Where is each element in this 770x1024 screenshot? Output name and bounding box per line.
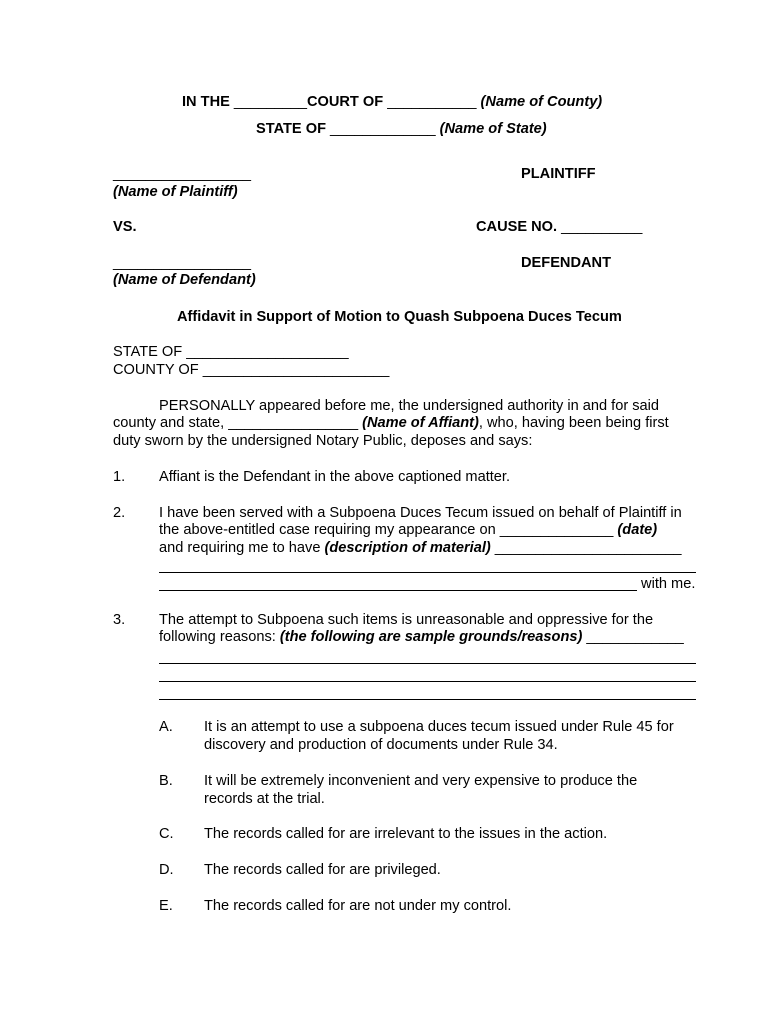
- cause-number-label: CAUSE NO.: [476, 219, 562, 235]
- document-title: Affidavit in Support of Motion to Quash Subpoena Duces Tecum: [177, 309, 622, 325]
- reason-line-1: The records called for are irrelevant to the issues in the action.: [204, 826, 608, 842]
- cause-number-line: [476, 219, 642, 236]
- item-2-line-2: [159, 522, 657, 539]
- blank-line: [159, 663, 696, 664]
- intro-line-3: duty sworn by the undersigned Notary Public, deposes and says:: [113, 433, 533, 449]
- court-caption-prefix: IN THE: [182, 94, 234, 110]
- reason-letter: E.: [159, 898, 173, 914]
- court-caption-line: [182, 94, 602, 111]
- item-3-line-1: The attempt to Subpoena such items is unreasonable and oppressive for the: [159, 612, 654, 628]
- reason-letter: A.: [159, 719, 173, 735]
- reason-line-1: The records called for are not under my control.: [204, 898, 512, 914]
- plaintiff-label: PLAINTIFF: [521, 166, 596, 182]
- item-2-line-3: [159, 540, 681, 557]
- plaintiff-blank: _________________: [113, 166, 251, 182]
- reason-letter: D.: [159, 862, 174, 878]
- reason-line-1: It will be extremely inconvenient and very expensive to produce the: [204, 773, 638, 789]
- reason-line-2: discovery and production of documents under Rule 34.: [204, 737, 558, 753]
- material-description-hint: (description of material): [324, 540, 491, 556]
- blank-line: [159, 681, 696, 682]
- state-name-hint: (Name of State): [435, 121, 547, 137]
- reason-letter: B.: [159, 773, 173, 789]
- item-3-line-2-text: following reasons:: [159, 629, 280, 645]
- reason-line-1: It is an attempt to use a subpoena duces tecum issued under Rule 45 for: [204, 719, 674, 735]
- item-number-1: 1.: [113, 469, 126, 485]
- item-number-3: 3.: [113, 612, 126, 628]
- with-me-text: with me.: [637, 576, 696, 592]
- versus-label: VS.: [113, 219, 137, 235]
- reason-line-1: The records called for are privileged.: [204, 862, 441, 878]
- reasons-hint: (the following are sample grounds/reasons): [279, 629, 583, 645]
- cause-number-blank: __________: [561, 219, 643, 235]
- venue-state: STATE OF ____________________: [113, 344, 349, 360]
- item-number-2: 2.: [113, 505, 126, 521]
- blank-line: [159, 699, 696, 700]
- blank-line: [159, 572, 696, 573]
- court-of-label: COURT OF: [306, 94, 388, 110]
- item-text-1: Affiant is the Defendant in the above captioned matter.: [159, 469, 511, 485]
- defendant-label: DEFENDANT: [521, 255, 611, 271]
- defendant-name-hint: (Name of Defendant): [113, 272, 256, 288]
- item-2-line-2-text: the above-entitled case requiring my appearance on ______________: [159, 522, 618, 538]
- venue-county: COUNTY OF _______________________: [113, 362, 390, 378]
- intro-line-1: PERSONALLY appeared before me, the undersigned authority in and for said: [159, 398, 660, 414]
- reasons-blank: ____________: [582, 629, 684, 645]
- reason-line-2: records at the trial.: [204, 791, 325, 807]
- blank-line: [159, 590, 637, 591]
- state-blank: _____________: [330, 121, 436, 137]
- state-caption-line: [256, 121, 547, 138]
- plaintiff-name-hint: (Name of Plaintiff): [113, 184, 238, 200]
- intro-line-2: [113, 415, 669, 432]
- reason-letter: C.: [159, 826, 174, 842]
- item-3-line-2: [159, 629, 684, 646]
- material-blank: _______________________: [490, 540, 682, 556]
- item-2-line-1: I have been served with a Subpoena Duces Tecum issued on behalf of Plaintiff in: [159, 505, 682, 521]
- court-blank: _________: [233, 94, 307, 110]
- defendant-blank: _________________: [113, 255, 251, 271]
- date-hint: (date): [617, 522, 658, 538]
- county-blank: ___________: [387, 94, 477, 110]
- state-caption-prefix: STATE OF: [256, 121, 331, 137]
- item-2-line-3-text: and requiring me to have: [159, 540, 325, 556]
- affiant-name-hint: (Name of Affiant): [362, 415, 479, 431]
- county-name-hint: (Name of County): [476, 94, 603, 110]
- intro-line-2-text: county and state, ________________: [113, 415, 363, 431]
- intro-line-2-rest: , who, having been being first: [478, 415, 669, 431]
